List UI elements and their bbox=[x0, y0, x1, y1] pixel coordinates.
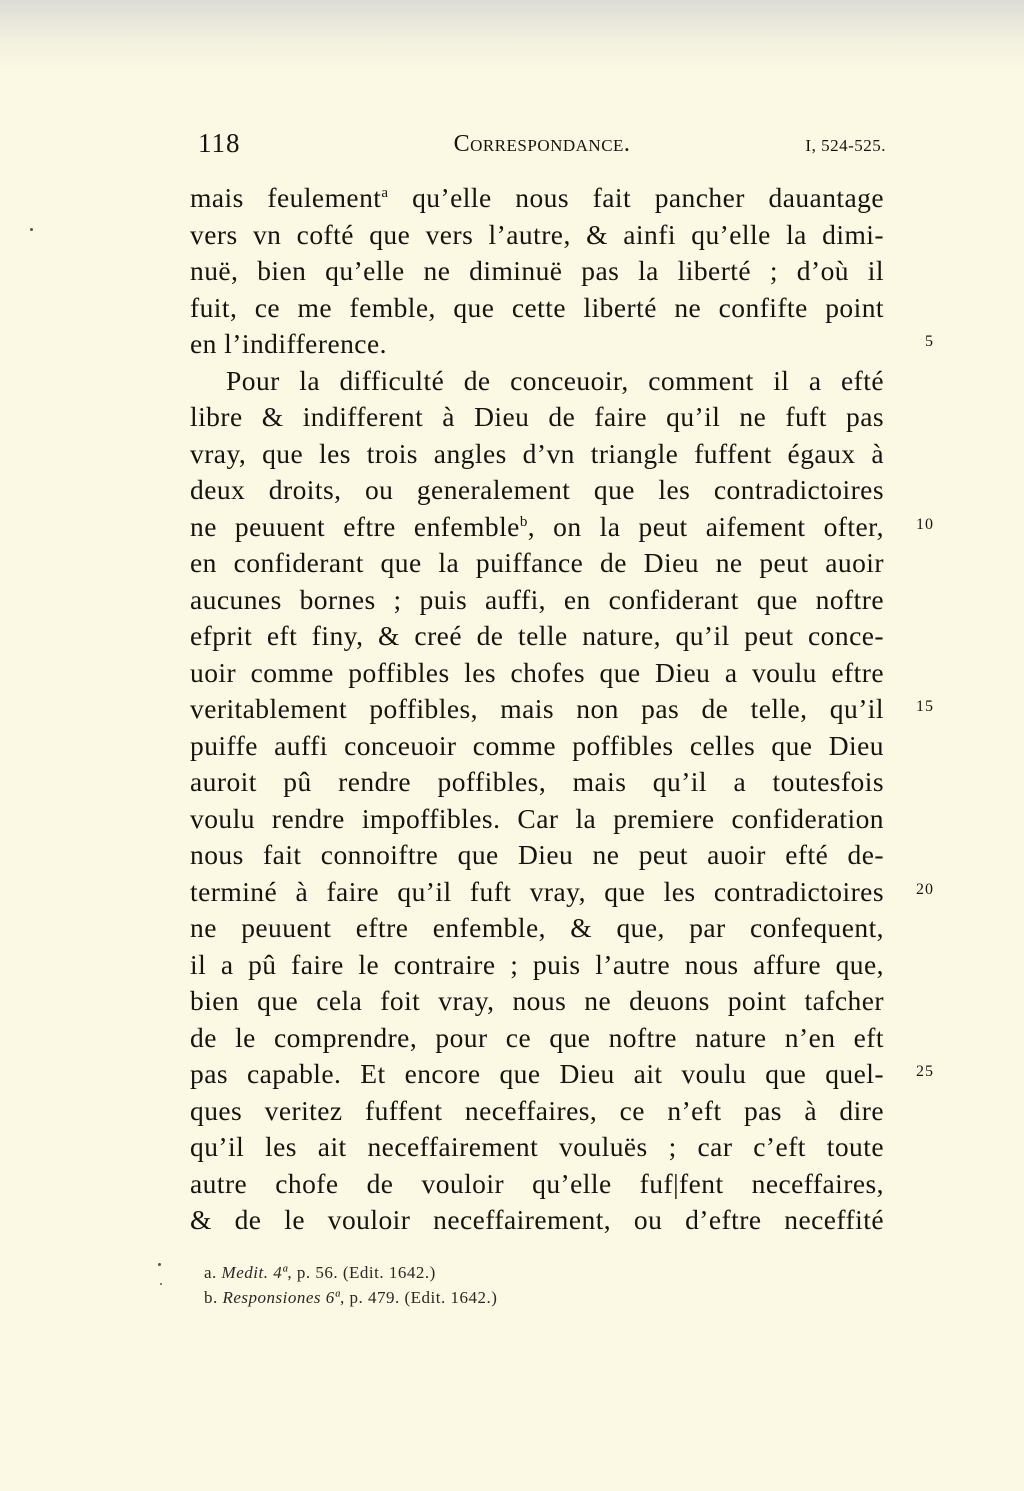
text-line: veritablement poffibles, mais non pas de telle, qu’il bbox=[190, 693, 884, 724]
line-number-5: 5 bbox=[925, 333, 934, 350]
text-line: autre chofe de vouloir qu’elle fuf|fent neceffaires, bbox=[190, 1167, 884, 1199]
text-line: nous fait connoiftre que Dieu ne peut auoir efté de- bbox=[190, 839, 884, 870]
footnotes bbox=[204, 1260, 497, 1310]
text-line: bien que cela foit vray, nous ne deuons point tafcher bbox=[190, 985, 884, 1016]
footnote-ref-a: a bbox=[381, 185, 389, 201]
text-line: libre & indifferent à Dieu de faire qu’il ne fuft pas bbox=[190, 401, 884, 432]
footnote-ref-b: b bbox=[519, 513, 528, 530]
text-line: terminé à faire qu’il fuft vray, que les contradictoires bbox=[190, 875, 884, 907]
footnote-a: a. Medit. 4ª, p. 56. (Edit. 1642.) bbox=[204, 1263, 436, 1282]
text-line: en l’indifference. bbox=[190, 328, 387, 359]
running-title: Correspondance. bbox=[453, 131, 631, 157]
scan-speck bbox=[160, 1283, 162, 1285]
text-line: voulu rendre impoffibles. Car la premiere confideration bbox=[190, 802, 884, 834]
line-number-20: 20 bbox=[916, 881, 934, 898]
text-line: auroit pû rendre poffibles, mais qu’il a toutesfois bbox=[190, 766, 884, 797]
text-line: pas capable. Et encore que Dieu ait voulu que quel- bbox=[190, 1058, 884, 1089]
text-line: Pour la difficulté de conceuoir, comment il a efté bbox=[226, 364, 884, 396]
text-line: ques veritez fuffent neceffaires, ce n’eft pas à dire bbox=[190, 1094, 884, 1126]
text-line: & de le vouloir neceffairement, ou d’eftre neceffité bbox=[190, 1204, 884, 1235]
text-line: ne peuuent eftre enfemble, & que, par confequent, bbox=[190, 912, 884, 943]
text-line: mais feulement$^a$ qu’elle nous fait pancher dauantage bbox=[190, 182, 885, 213]
line-number-10: 10 bbox=[916, 516, 934, 533]
text-line: vers vn cofté que vers l’autre, & ainfi qu’elle la dimi- bbox=[190, 218, 884, 250]
text-line: vray, que les trois angles d’vn triangle fuffent égaux à bbox=[190, 437, 884, 469]
footnote-b: b. Responsiones 6ª, p. 479. (Edit. 1642.) bbox=[204, 1288, 498, 1307]
page-locator: I, 524-525. bbox=[805, 136, 886, 155]
text-line: qu’il les ait neceffairement vouluës ; car c’eft toute bbox=[190, 1131, 884, 1162]
text-line: puiffe auffi conceuoir comme poffibles celles que Dieu bbox=[190, 729, 884, 761]
text-line: uoir comme poffibles les chofes que Dieu a voulu eftre bbox=[190, 656, 884, 688]
body-text bbox=[190, 180, 884, 1239]
page-top-shadow bbox=[0, 0, 1024, 70]
text-line: il a pû faire le contraire ; puis l’autre nous affure que, bbox=[190, 948, 884, 980]
text-line: fuit, ce me femble, que cette liberté ne confifte point bbox=[190, 291, 884, 323]
text-line: nuë, bien qu’elle ne diminuë pas la liberté ; d’où il bbox=[190, 255, 884, 286]
line-number-15: 15 bbox=[916, 698, 934, 715]
page-number: 118 bbox=[198, 128, 241, 158]
text-line: ne peuuent eftre enfemble$^b$, on la peut aifement ofter, bbox=[190, 510, 884, 542]
page-header bbox=[198, 128, 886, 168]
scan-speck bbox=[158, 1263, 161, 1266]
text-line: aucunes bornes ; puis auffi, en confiderant que noftre bbox=[190, 583, 884, 615]
text-line: deux droits, ou generalement que les contradictoires bbox=[190, 474, 884, 505]
scan-speck bbox=[30, 228, 33, 231]
text-line: de le comprendre, pour ce que noftre nature n’en eft bbox=[190, 1021, 884, 1053]
text-line: en confiderant que la puiffance de Dieu ne peut auoir bbox=[190, 547, 884, 578]
text-line: efprit eft finy, & creé de telle nature, qu’il peut conce- bbox=[190, 620, 884, 651]
line-number-25: 25 bbox=[916, 1063, 934, 1080]
